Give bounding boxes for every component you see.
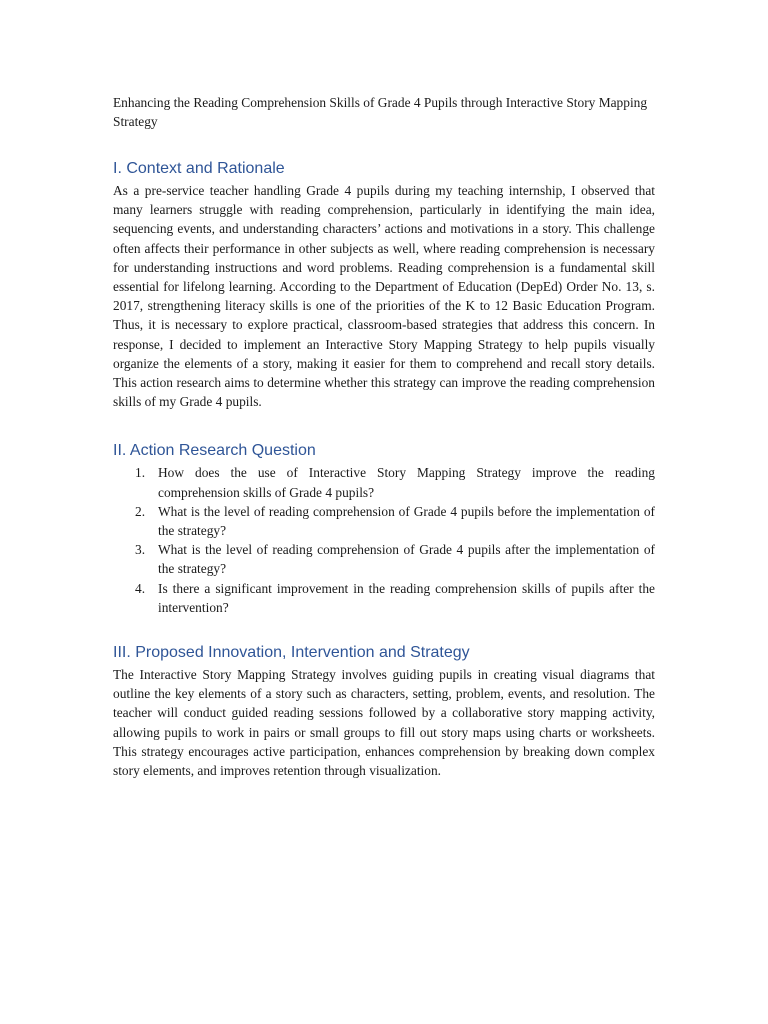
innovation-paragraph: The Interactive Story Mapping Strategy involves guiding pupils in creating visual diagrams that outline the key elements of a story such as characters, setting, problem, events, and resolution. The teacher will conduct guided reading sessions followed by a collaborative story mapping activity, allowing pupils to work in pairs or small groups to fill out story maps using charts or worksheets. This strategy encourages active participation, enhances comprehension by breaking down complex story elements, and improves retention through visualization. xyxy=(113,667,655,779)
list-item-number: 4. xyxy=(135,580,146,596)
section-heading-research-question: II. Action Research Question xyxy=(113,442,316,460)
list-item xyxy=(113,540,655,578)
document-page xyxy=(113,93,655,810)
list-item-number: 3. xyxy=(135,542,146,558)
research-question-list xyxy=(113,463,655,617)
list-item-number: 1. xyxy=(135,465,146,481)
list-item-text: What is the level of reading comprehension of Grade 4 pupils after the implementation of the strategy? xyxy=(158,542,655,577)
section-proposed-innovation xyxy=(113,643,655,780)
section-action-research-question xyxy=(113,441,655,617)
section-heading-innovation: III. Proposed Innovation, Intervention and Strategy xyxy=(113,644,470,662)
list-item-number: 2. xyxy=(135,503,146,519)
document-title: Enhancing the Reading Comprehension Skills of Grade 4 Pupils through Interactive Story Mapping Strategy xyxy=(113,95,648,129)
context-paragraph: As a pre-service teacher handling Grade 4 pupils during my teaching internship, I observed that many learners struggle with reading comprehension, particularly in identifying the main idea, sequencing events, and understanding characters’ actions and motivations in a story. This challenge often affects their performance in other subjects as well, where reading comprehension is necessary for understanding instructions and word problems. Reading comprehension is a fundamental skill essential for lifelong learning. According to the Department of Education (DepEd) Order No. 13, s. 2017, strengthening literacy skills is one of the priorities of the K to 12 Basic Education Program. Thus, it is necessary to explore practical, classroom-based strategies that address this concern. In response, I decided to implement an Interactive Story Mapping Strategy to help pupils visually organize the elements of a story, making it easier for them to comprehend and recall story details. This action research aims to determine whether this strategy can improve the reading comprehension skills of my Grade 4 pupils. xyxy=(113,183,655,410)
section-heading-context: I. Context and Rationale xyxy=(113,160,285,177)
list-item-text: What is the level of reading comprehension of Grade 4 pupils before the implementation of the strategy? xyxy=(158,503,655,539)
section-context-rationale xyxy=(113,159,655,411)
list-item xyxy=(113,463,655,501)
list-item-text: Is there a significant improvement in the reading comprehension skills of pupils after the intervention? xyxy=(158,580,655,615)
list-item xyxy=(113,502,655,540)
list-item xyxy=(113,579,655,617)
list-item-text: How does the use of Interactive Story Mapping Strategy improve the reading comprehension skills of Grade 4 pupils? xyxy=(158,465,655,500)
